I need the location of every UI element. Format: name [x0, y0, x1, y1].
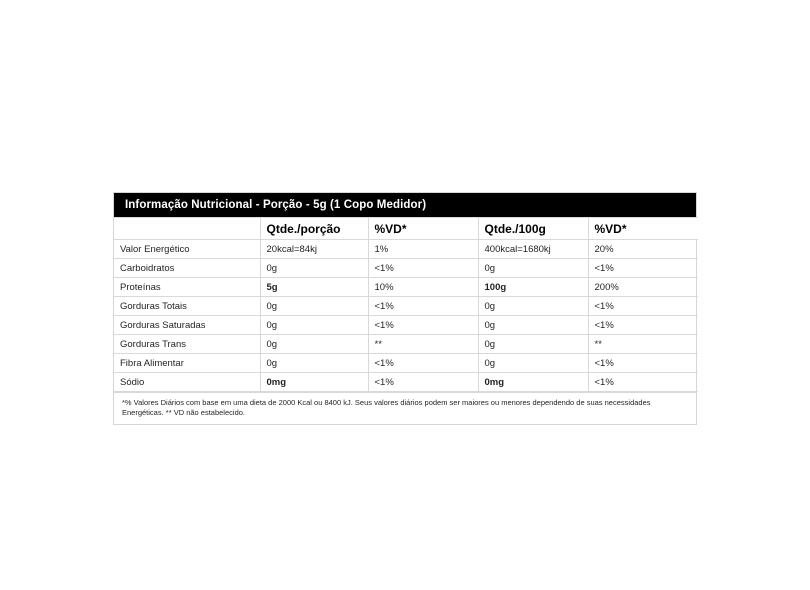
row-per100g-value: 0mg: [478, 373, 588, 392]
row-vd-per100g-value: <1%: [588, 297, 698, 316]
row-vd-portion-value: <1%: [368, 297, 478, 316]
column-header-portion: Qtde./porção: [260, 218, 368, 240]
row-label: Proteínas: [114, 278, 260, 297]
row-portion-value: 0g: [260, 297, 368, 316]
column-header-vd-portion: %VD*: [368, 218, 478, 240]
row-vd-portion-value: 10%: [368, 278, 478, 297]
table-row: [114, 335, 698, 354]
row-label: Gorduras Trans: [114, 335, 260, 354]
nutrition-grid: [114, 217, 698, 392]
row-per100g-value: 0g: [478, 335, 588, 354]
row-label: Gorduras Totais: [114, 297, 260, 316]
table-row: [114, 240, 698, 259]
row-per100g-value: 100g: [478, 278, 588, 297]
row-vd-per100g-value: <1%: [588, 354, 698, 373]
row-per100g-value: 0g: [478, 316, 588, 335]
row-per100g-value: 0g: [478, 259, 588, 278]
table-row: [114, 373, 698, 392]
nutrition-facts-table: [113, 192, 697, 425]
table-row: [114, 278, 698, 297]
table-row: [114, 316, 698, 335]
row-portion-value: 0g: [260, 354, 368, 373]
row-vd-per100g-value: **: [588, 335, 698, 354]
column-header-vd-per100g: %VD*: [588, 218, 698, 240]
column-header-per100g: Qtde./100g: [478, 218, 588, 240]
row-vd-per100g-value: 200%: [588, 278, 698, 297]
row-vd-portion-value: <1%: [368, 373, 478, 392]
row-vd-portion-value: <1%: [368, 259, 478, 278]
table-header-row: [114, 218, 698, 240]
row-label: Valor Energético: [114, 240, 260, 259]
row-label: Carboidratos: [114, 259, 260, 278]
row-vd-per100g-value: <1%: [588, 373, 698, 392]
table-row: [114, 354, 698, 373]
row-per100g-value: 0g: [478, 297, 588, 316]
table-title: Informação Nutricional - Porção - 5g (1 Copo Medidor): [114, 193, 696, 217]
row-per100g-value: 400kcal=1680kj: [478, 240, 588, 259]
footnote-line-1: *% Valores Diários com base em uma dieta de 2000 Kcal ou 8400 kJ. Seus valores diários podem ser maiores ou menores dependendo de suas necessidades: [122, 398, 651, 407]
row-label: Gorduras Saturadas: [114, 316, 260, 335]
row-vd-portion-value: **: [368, 335, 478, 354]
row-portion-value: 0g: [260, 316, 368, 335]
row-portion-value: 20kcal=84kj: [260, 240, 368, 259]
row-portion-value: 0g: [260, 259, 368, 278]
column-header-blank: [114, 218, 260, 240]
row-label: Fibra Alimentar: [114, 354, 260, 373]
row-vd-portion-value: 1%: [368, 240, 478, 259]
table-row: [114, 297, 698, 316]
row-vd-portion-value: <1%: [368, 354, 478, 373]
row-vd-per100g-value: <1%: [588, 316, 698, 335]
table-row: [114, 259, 698, 278]
row-portion-value: 0g: [260, 335, 368, 354]
row-vd-per100g-value: 20%: [588, 240, 698, 259]
row-per100g-value: 0g: [478, 354, 588, 373]
row-portion-value: 5g: [260, 278, 368, 297]
row-vd-portion-value: <1%: [368, 316, 478, 335]
row-vd-per100g-value: <1%: [588, 259, 698, 278]
table-footnote: [114, 392, 696, 424]
footnote-line-2: Energéticas. ** VD não estabelecido.: [122, 408, 245, 417]
row-portion-value: 0mg: [260, 373, 368, 392]
row-label: Sódio: [114, 373, 260, 392]
